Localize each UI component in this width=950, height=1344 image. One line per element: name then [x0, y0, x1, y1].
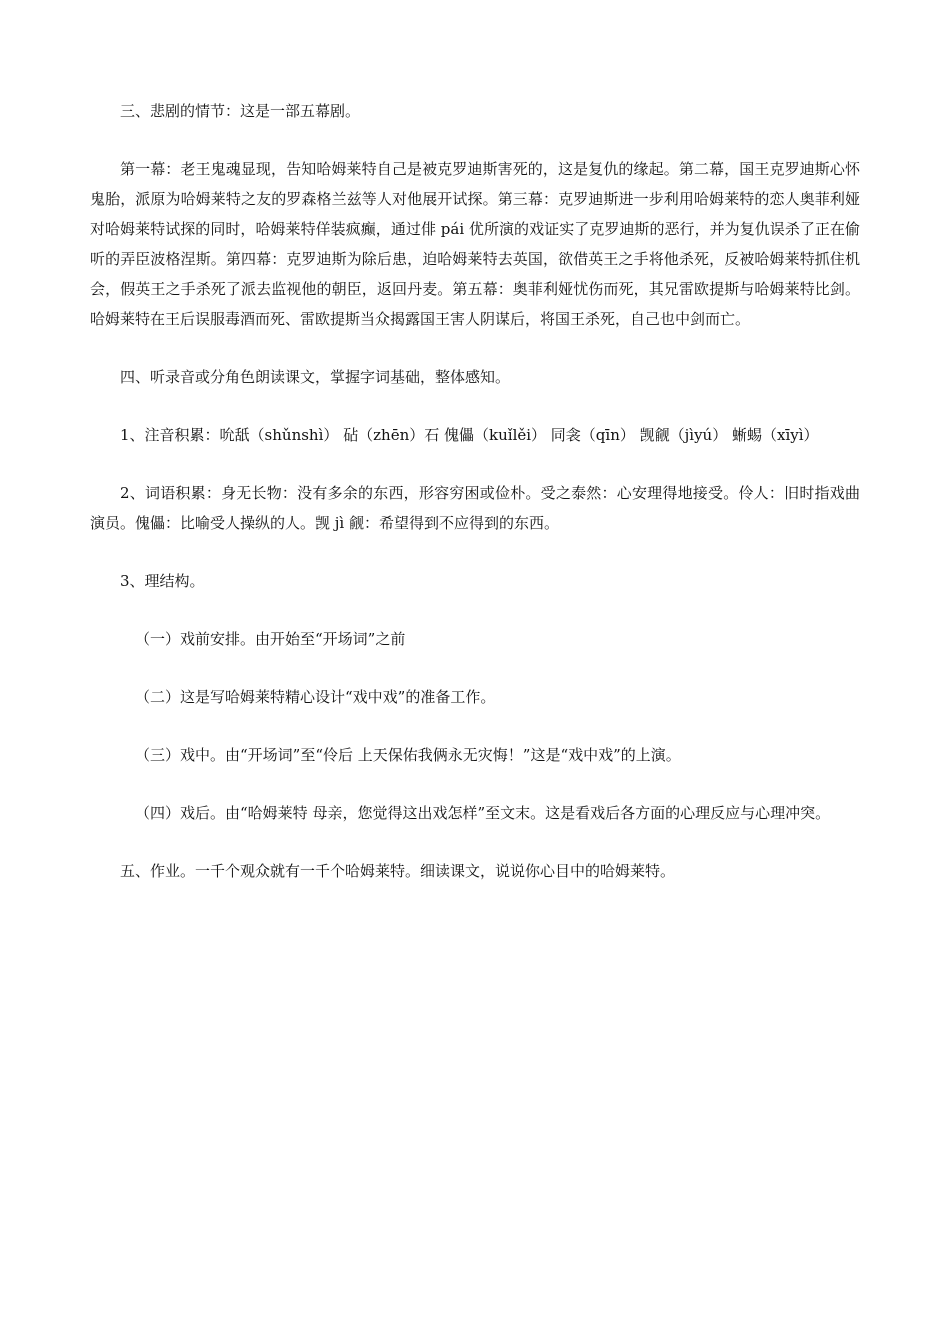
section-heading-reading: 四、听录音或分角色朗读课文，掌握字词基础，整体感知。	[120, 368, 511, 386]
paragraph-plot-summary: 第一幕：老王鬼魂显现，告知哈姆莱特自己是被克罗迪斯害死的，这是复仇的缘起。第二幕，国王克罗迪斯心怀鬼胎，派原为哈姆莱特之友的罗森格兰兹等人对他展开试探。第三幕：克罗迪斯进一步利用哈姆莱特的恋人奥菲利娅对哈姆莱特试探的同时，哈姆莱特佯装疯癫，通过俳 pái 优所演的戏证实了克罗迪斯的恶行，并为复仇误杀了正在偷听的弄臣波格涅斯。第四幕：克罗迪斯为除后患，迫哈姆莱特去英国，欲借英王之手将他杀死，反被哈姆莱特抓住机会，假英王之手杀死了派去监视他的朝臣，返回丹麦。第五幕：奥菲利娅忧伤而死，其兄雷欧提斯与哈姆莱特比剑。哈姆莱特在王后误服毒酒而死、雷欧提斯当众揭露国王害人阴谋后，将国王杀死，自己也中剑而亡。	[90, 160, 860, 328]
structure-item-1: （一）戏前安排。由开始至“开场词”之前	[135, 630, 406, 648]
paragraph-vocabulary: 2、词语积累：身无长物：没有多余的东西，形容穷困或俭朴。受之泰然：心安理得地接受。伶人：旧时指戏曲演员。傀儡：比喻受人操纵的人。觊 jì 觎：希望得到不应得到的东西。	[90, 484, 860, 532]
document-body	[90, 96, 860, 886]
section-heading-homework: 五、作业。一千个观众就有一千个哈姆莱特。细读课文，说说你心目中的哈姆莱特。	[120, 862, 676, 880]
structure-item-2: （二）这是写哈姆莱特精心设计“戏中戏”的准备工作。	[135, 688, 496, 706]
section-heading-plot: 三、悲剧的情节：这是一部五幕剧。	[120, 102, 361, 120]
structure-item-3: （三）戏中。由“开场词”至“伶后 上天保佑我俩永无灾悔！”这是“戏中戏”的上演。	[135, 746, 681, 764]
paragraph-pronunciation: 1、注音积累：吮舐（shǔnshì） 砧（zhēn）石 傀儡（kuǐlěi） 同衾（qīn） 觊觎（jìyú） 蜥蜴（xīyì）	[120, 426, 819, 444]
structure-item-4: （四）戏后。由“哈姆莱特 母亲，您觉得这出戏怎样”至文末。这是看戏后各方面的心理反应与心理冲突。	[135, 804, 831, 822]
paragraph-structure-heading: 3、理结构。	[120, 572, 205, 590]
